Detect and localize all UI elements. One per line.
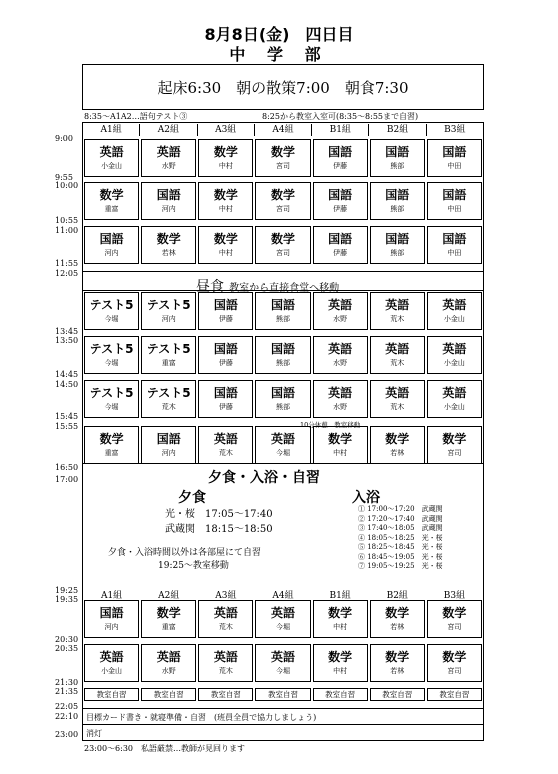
subject: 数学 — [213, 145, 238, 159]
teacher: 荒木 — [390, 403, 405, 411]
subject: 英語 — [328, 342, 353, 356]
teacher: 今堀 — [104, 315, 119, 323]
subject: 英語 — [213, 432, 238, 446]
morning-schedule: 起床6:30 朝の散策7:00 朝食7:30 — [82, 64, 484, 110]
schedule-cell — [198, 644, 253, 682]
teacher: 今堀 — [275, 667, 290, 675]
subject: 英語 — [270, 432, 295, 446]
divider — [83, 271, 483, 272]
teacher: 水野 — [333, 315, 348, 323]
bath-slot: ⑤ 18:25～18:45 光・桜 — [358, 543, 443, 551]
teacher: 若林 — [390, 667, 405, 675]
schedule-date: 8月8日(金) 四日目 — [204, 25, 354, 44]
subject: 国語 — [213, 298, 238, 312]
teacher: 熊部 — [390, 249, 405, 257]
schedule-cell — [427, 182, 482, 220]
period-row — [83, 226, 483, 264]
subject: 数学 — [270, 232, 295, 246]
bath-slot: ⑥ 18:45～19:05 光・桜 — [358, 552, 443, 561]
lunch-row — [196, 276, 339, 296]
schedule-cell — [198, 139, 253, 177]
self-study-cell: 教室自習 — [255, 688, 310, 701]
subject: 英語 — [99, 145, 124, 159]
bath-slot: ③ 17:40～18:05 武蔵関 — [358, 524, 443, 532]
time-label: 17:00 — [55, 475, 79, 484]
teacher: 水野 — [161, 667, 176, 675]
time-label: 23:00 — [55, 730, 79, 739]
time-label: 21:30 — [55, 678, 79, 687]
divider — [83, 724, 483, 725]
night-note: 23:00～6:30 私語厳禁…教師が見回ります — [84, 744, 246, 753]
schedule-cell — [313, 182, 368, 220]
schedule-cell — [141, 380, 196, 418]
subject: 数学 — [328, 432, 353, 446]
time-label: 21:35 — [55, 687, 79, 696]
subject: 数学 — [442, 650, 467, 664]
time-label: 20:35 — [55, 644, 79, 653]
teacher: 河内 — [161, 205, 176, 213]
schedule-cell — [84, 139, 139, 177]
subject: テスト5 — [89, 386, 134, 400]
self-study-cell: 教室自習 — [84, 688, 139, 701]
period-row — [83, 336, 483, 374]
subject: 英語 — [99, 650, 124, 664]
teacher: 中田 — [447, 205, 462, 213]
schedule-cell — [313, 644, 368, 682]
teacher: 宮司 — [447, 667, 462, 675]
schedule-cell — [141, 139, 196, 177]
teacher: 熊部 — [275, 403, 290, 411]
subject: 数学 — [99, 188, 124, 202]
teacher: 熊部 — [390, 162, 405, 170]
subject: テスト5 — [89, 342, 134, 356]
teacher: 中村 — [218, 162, 233, 170]
teacher: 宮司 — [275, 205, 290, 213]
schedule-cell — [313, 380, 368, 418]
class-b2: B2組 — [368, 124, 425, 136]
teacher: 中村 — [333, 449, 348, 457]
teacher: 荒木 — [390, 315, 405, 323]
schedule-cell — [141, 336, 196, 374]
schedule-cell — [370, 292, 425, 330]
teacher: 河内 — [104, 249, 119, 257]
class-header-bottom — [83, 590, 483, 602]
schedule-cell — [198, 182, 253, 220]
bath-slot: ② 17:20～17:40 武蔵関 — [358, 514, 443, 523]
teacher: 小金山 — [101, 162, 123, 170]
teacher: 小金山 — [443, 315, 465, 323]
subject: 数学 — [385, 650, 410, 664]
subject: 国語 — [385, 188, 410, 202]
teacher: 水野 — [333, 403, 348, 411]
teacher: 熊部 — [390, 205, 405, 213]
schedule-cell — [255, 139, 310, 177]
lunch-detail: 教室から直接食堂へ移動 — [229, 283, 340, 294]
teacher: 中村 — [333, 667, 348, 675]
teacher: 小金山 — [443, 403, 465, 411]
subject: 国語 — [270, 386, 295, 400]
subject: 国語 — [213, 386, 238, 400]
subject: 英語 — [213, 606, 238, 620]
dinner-line: 武蔵関 18:15～18:50 — [165, 524, 273, 535]
schedule-cell — [255, 226, 310, 264]
teacher: 重富 — [104, 449, 119, 457]
time-label: 13:50 — [55, 336, 79, 345]
subject: 国語 — [328, 232, 353, 246]
class-a2: A2組 — [139, 124, 196, 136]
schedule-cell — [255, 600, 310, 638]
teacher: 今堀 — [275, 449, 290, 457]
schedule-cell — [427, 292, 482, 330]
time-label: 16:50 — [55, 463, 79, 472]
schedule-cell — [255, 644, 310, 682]
class-a4: A4組 — [254, 124, 311, 136]
subject: テスト5 — [146, 386, 191, 400]
time-label: 9:00 — [55, 134, 73, 143]
schedule-cell — [84, 426, 139, 464]
lights-out: 消灯 — [86, 729, 102, 738]
schedule-cell — [313, 600, 368, 638]
period-row — [83, 182, 483, 220]
schedule-cell — [84, 644, 139, 682]
teacher: 若林 — [390, 623, 405, 631]
subject: 英語 — [328, 298, 353, 312]
teacher: 伊藤 — [218, 403, 233, 411]
subject: 国語 — [442, 188, 467, 202]
time-label: 14:45 — [55, 370, 79, 379]
schedule-cell — [198, 336, 253, 374]
bath-slot: ④ 18:05～18:25 光・桜 — [358, 533, 443, 542]
schedule-cell — [370, 426, 425, 464]
schedule-cell — [198, 226, 253, 264]
subject: 数学 — [213, 188, 238, 202]
divider — [83, 463, 483, 464]
time-label: 14:50 — [55, 380, 79, 389]
time-label: 13:45 — [55, 327, 79, 336]
schedule-cell — [141, 426, 196, 464]
teacher: 河内 — [161, 449, 176, 457]
subject: 数学 — [156, 606, 181, 620]
subject: 国語 — [385, 145, 410, 159]
teacher: 重富 — [104, 205, 119, 213]
schedule-cell — [427, 380, 482, 418]
subject: 国語 — [99, 606, 124, 620]
teacher: 重富 — [161, 359, 176, 367]
teacher: 荒木 — [218, 449, 233, 457]
schedule-cell — [427, 139, 482, 177]
subject: 英語 — [385, 342, 410, 356]
evening-note: 夕食・入浴時間以外は各部屋にて自習 — [108, 548, 262, 558]
schedule-cell — [313, 292, 368, 330]
time-label: 11:00 — [55, 226, 79, 235]
subject: 国語 — [442, 232, 467, 246]
teacher: 宮司 — [275, 249, 290, 257]
time-label: 12:05 — [55, 269, 79, 278]
subject: 国語 — [270, 298, 295, 312]
schedule-cell — [370, 182, 425, 220]
subject: 英語 — [442, 342, 467, 356]
self-study-cell: 教室自習 — [370, 688, 425, 701]
time-label: 22:10 — [55, 712, 79, 721]
subject: 数学 — [270, 145, 295, 159]
teacher: 今堀 — [275, 623, 290, 631]
subject: 英語 — [156, 650, 181, 664]
teacher: 河内 — [104, 623, 119, 631]
self-study-row — [83, 688, 483, 701]
schedule-cell — [370, 644, 425, 682]
schedule-cell — [198, 380, 253, 418]
teacher: 伊藤 — [333, 205, 348, 213]
schedule-cell — [313, 226, 368, 264]
subject: 数学 — [328, 606, 353, 620]
teacher: 若林 — [390, 449, 405, 457]
time-label: 22:05 — [55, 702, 79, 711]
schedule-cell — [255, 426, 310, 464]
time-label: 19:25 — [55, 586, 79, 595]
period-row — [83, 426, 483, 464]
subject: 国語 — [99, 232, 124, 246]
bath-title: 入浴 — [352, 490, 380, 506]
teacher: 中村 — [218, 205, 233, 213]
schedule-cell — [84, 182, 139, 220]
schedule-cell — [84, 226, 139, 264]
teacher: 重富 — [161, 623, 176, 631]
teacher: 荒木 — [161, 403, 176, 411]
schedule-cell — [370, 139, 425, 177]
subject: 国語 — [156, 432, 181, 446]
dinner-line: 光・桜 17:05～17:40 — [165, 509, 273, 520]
subject: テスト5 — [146, 298, 191, 312]
subject: 国語 — [270, 342, 295, 356]
subject: 国語 — [385, 232, 410, 246]
schedule-cell — [255, 292, 310, 330]
prep-note: 目標カード書き・就寝準備・自習 (班員全員で協力しましょう) — [86, 713, 317, 722]
teacher: 河内 — [161, 315, 176, 323]
schedule-cell — [427, 600, 482, 638]
schedule-cell — [198, 292, 253, 330]
self-study-cell: 教室自習 — [141, 688, 196, 701]
schedule-cell — [141, 600, 196, 638]
period-row — [83, 292, 483, 330]
time-label: 10:00 — [55, 181, 79, 190]
schedule-cell — [198, 600, 253, 638]
teacher: 中田 — [447, 249, 462, 257]
teacher: 中村 — [218, 249, 233, 257]
teacher: 宮司 — [447, 623, 462, 631]
schedule-cell — [370, 600, 425, 638]
class-a2: A2組 — [158, 591, 180, 601]
divider — [83, 708, 483, 709]
teacher: 伊藤 — [333, 162, 348, 170]
period-row — [83, 600, 483, 638]
class-b1: B1組 — [311, 124, 368, 136]
teacher: 熊部 — [275, 315, 290, 323]
self-study-cell: 教室自習 — [427, 688, 482, 701]
subject: 英語 — [385, 298, 410, 312]
schedule-cell — [141, 226, 196, 264]
teacher: 宮司 — [275, 162, 290, 170]
division-title: 中 学 部 — [229, 45, 329, 64]
time-label: 9:55 — [55, 173, 73, 182]
schedule-cell — [141, 182, 196, 220]
time-label: 15:45 — [55, 412, 79, 421]
subject: 英語 — [270, 606, 295, 620]
subject: 英語 — [442, 298, 467, 312]
subject: 英語 — [385, 386, 410, 400]
evening-note: 19:25～教室移動 — [158, 561, 229, 571]
subject: 国語 — [328, 188, 353, 202]
teacher: 荒木 — [390, 359, 405, 367]
teacher: 中田 — [447, 162, 462, 170]
class-a1: A1組 — [100, 125, 122, 135]
class-b2: B2組 — [386, 591, 408, 601]
subject: 数学 — [442, 432, 467, 446]
subject: テスト5 — [146, 342, 191, 356]
schedule-cell — [84, 336, 139, 374]
teacher: 荒木 — [218, 623, 233, 631]
class-a3: A3組 — [197, 124, 254, 136]
schedule-cell — [313, 426, 368, 464]
bath-slot: ① 17:00～17:20 武蔵関 — [358, 505, 443, 513]
schedule-cell — [255, 182, 310, 220]
schedule-cell — [141, 292, 196, 330]
bath-schedule — [358, 505, 443, 572]
period-row — [83, 139, 483, 177]
teacher: 今堀 — [104, 359, 119, 367]
time-label: 15:55 — [55, 422, 79, 431]
evening-title: 夕食・入浴・自習 — [208, 470, 320, 486]
class-header-top — [83, 124, 483, 136]
time-label: 19:35 — [55, 595, 79, 604]
subject: 数学 — [270, 188, 295, 202]
subject: 数学 — [328, 650, 353, 664]
period-row — [83, 380, 483, 418]
schedule-cell — [313, 139, 368, 177]
schedule-cell — [84, 380, 139, 418]
subject: 国語 — [156, 188, 181, 202]
subject: 英語 — [442, 386, 467, 400]
subject: 数学 — [385, 606, 410, 620]
dinner-title: 夕食 — [178, 490, 206, 506]
schedule-cell — [427, 644, 482, 682]
teacher: 小金山 — [101, 667, 123, 675]
teacher: 荒木 — [218, 667, 233, 675]
schedule-cell — [370, 380, 425, 418]
self-study-cell: 教室自習 — [313, 688, 368, 701]
teacher: 熊部 — [275, 359, 290, 367]
schedule-cell — [255, 336, 310, 374]
schedule-cell — [427, 226, 482, 264]
class-a3: A3組 — [215, 591, 237, 601]
teacher: 中村 — [333, 623, 348, 631]
teacher: 若林 — [161, 249, 176, 257]
teacher: 宮司 — [447, 449, 462, 457]
teacher: 水野 — [333, 359, 348, 367]
teacher: 小金山 — [443, 359, 465, 367]
schedule-cell — [370, 226, 425, 264]
time-label: 10:55 — [55, 216, 79, 225]
schedule-cell — [370, 336, 425, 374]
self-study-cell: 教室自習 — [198, 688, 253, 701]
class-a4: A4組 — [272, 591, 294, 601]
lunch-title: 昼食 — [196, 279, 224, 295]
subject: テスト5 — [89, 298, 134, 312]
class-b3: B3組 — [443, 591, 466, 601]
class-a1: A1組 — [100, 591, 123, 601]
schedule-cell — [255, 380, 310, 418]
time-label: 11:55 — [55, 259, 79, 268]
room-note: 8:25から教室入室可(8:35～8:55まで自習) — [262, 112, 419, 121]
schedule-cell — [313, 336, 368, 374]
subject: 数学 — [442, 606, 467, 620]
class-b3: B3組 — [426, 124, 483, 136]
teacher: 伊藤 — [218, 359, 233, 367]
schedule-cell — [84, 600, 139, 638]
schedule-cell — [198, 426, 253, 464]
bath-slot: ⑦ 19:05～19:25 光・桜 — [358, 562, 443, 570]
break-note: 10分休憩 教室移動 — [300, 421, 361, 429]
subject: 数学 — [385, 432, 410, 446]
schedule-cell — [427, 336, 482, 374]
time-label: 20:30 — [55, 635, 79, 644]
teacher: 伊藤 — [333, 249, 348, 257]
subject: 数学 — [99, 432, 124, 446]
subject: 国語 — [442, 145, 467, 159]
period-row — [83, 644, 483, 682]
schedule-cell — [141, 644, 196, 682]
subject: 国語 — [328, 145, 353, 159]
schedule-cell — [427, 426, 482, 464]
subject: 数学 — [156, 232, 181, 246]
subject: 国語 — [213, 342, 238, 356]
subject: 英語 — [270, 650, 295, 664]
subject: 英語 — [328, 386, 353, 400]
teacher: 水野 — [161, 162, 176, 170]
class-b1: B1組 — [329, 591, 351, 601]
subject: 英語 — [156, 145, 181, 159]
test-note: 8:35～A1A2…語句テスト③ — [84, 112, 188, 121]
divider — [83, 290, 483, 291]
subject: 数学 — [213, 232, 238, 246]
schedule-cell — [84, 292, 139, 330]
teacher: 今堀 — [104, 403, 119, 411]
teacher: 伊藤 — [218, 315, 233, 323]
subject: 英語 — [213, 650, 238, 664]
